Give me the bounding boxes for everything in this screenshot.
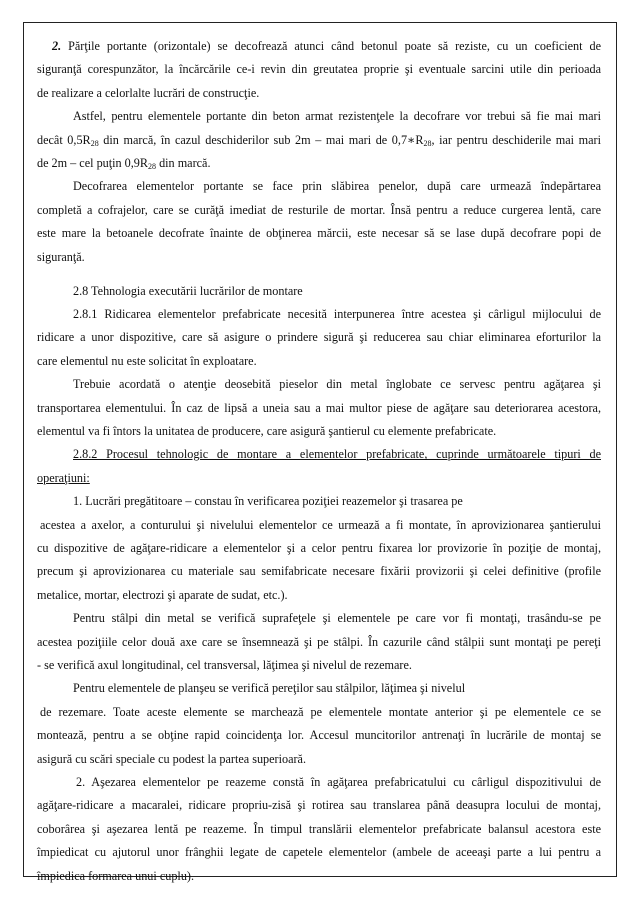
text-line: de realizare a celorlalte lucrări de construcţie. — [37, 85, 260, 100]
text-line: 2. Aşezarea elementelor pe reazeme constă în agăţarea prefabricatului cu cârligul dispozitivului de — [76, 775, 601, 789]
text-line: de 2m – cel puţin $0,9R_{28}$ din marcă. — [37, 156, 211, 171]
text-line: elementul va fi întors la unitatea de producere, care asigură şantierul cu elemente prefabricate. — [37, 424, 497, 438]
text-line: siguranţă corespunzător, la încărcările ce-i revin din greutatea proprie şi eventuale sarcini utile din perioada — [37, 62, 601, 77]
text-line: Pentru elementele de planşeu se verifică pereţilor sau stâlpilor, lăţimea şi nivelul — [73, 681, 466, 696]
text-line: împiedicat cu ajutorul unor frânghii legate de capetele elementelor (ambele de aceeaşi parte a lui pentru a — [37, 845, 601, 860]
text-line: asigură cu scări speciale cu podest la partea superioară. — [37, 751, 307, 766]
text-line: operaţiuni: — [37, 470, 90, 485]
section-heading: 2.8 Tehnologia executării lucrărilor de montare — [73, 283, 303, 298]
text-line: acestea poziţiile celor două axe care se însemnează şi pe stâlpi. În cazurile când stâlpii sunt montaţi pe pereţi — [37, 634, 601, 649]
text-line: acestea a axelor, a conturului şi nivelului elementelor ce urmează a fi montate, în aprovizionarea şantierului — [40, 517, 601, 532]
text-line: siguranţă. — [37, 249, 85, 264]
text-line: agăţare-ridicare a macaralei, ridicare propriu-zisă şi rotirea sau translarea până deasupra locului de montaj, — [37, 798, 601, 813]
text-line: transportarea elementului. În caz de lipsă a uneia sau a mai multor piese de agăţare sau deteriorarea acestora, — [37, 400, 601, 415]
text-line: - se verifică axul longitudinal, cel transversal, lăţimea şi nivelul de rezemare. — [37, 658, 412, 672]
text-line: Decofrarea elementelor portante se face prin slăbirea penelor, după care urmează îndepărtarea — [73, 179, 601, 194]
text-line: 2. Părţile portante (orizontale) se decofrează atunci când betonul poate să reziste, cu un coeficient de — [52, 39, 601, 53]
text-line: ridicare a unor dispozitive, care să asigure o prindere sigură şi reducerea sau chiar eliminarea eforturilor la — [37, 330, 601, 345]
text-line: precum şi aprovizionarea cu materiale sau semifabricate necesare fixării provizorii şi celei definitive (profile — [37, 564, 601, 579]
text-line: cu dispozitive de agăţare-ridicare a elementelor şi a celor pentru fixarea lor provizorie în poziţie de montaj, — [37, 541, 601, 555]
text-line: Trebuie acordată o atenţie deosebită pieselor din metal înglobate ce servesc pentru agăţarea şi — [73, 377, 601, 392]
text-line: este mare la betoanele decofrate înainte de obţinerea mărcii, este necesar să se lase după decofrare popi de — [37, 226, 601, 241]
underlined-text: 2.8.2 Procesul tehnologic de montare a elementelor prefabricate, cuprinde următoarele tipuri de — [73, 447, 601, 462]
text-line: împiedica formarea unui cuplu). — [37, 868, 195, 883]
text-line: coborârea şi aşezarea lentă pe reazeme. În timpul translării elementelor prefabricate balansul acestora este — [37, 821, 601, 836]
text-line: montează, pentru a se obţine rapid coincidenţa lor. Accesul muncitorilor antrenaţi în lucrările de montaj se — [37, 728, 601, 743]
text-line: 1. Lucrări pregătitoare – constau în verificarea poziţiei reazemelor şi trasarea pe — [73, 494, 463, 509]
text-line: Astfel, pentru elementele portante din beton armat rezistenţele la decofrare vor trebui să fie mai mari — [73, 109, 601, 124]
text-line: metalice, mortar, electrozi şi aparate de sudat, etc.). — [37, 587, 288, 602]
text-line: Pentru stâlpi din metal se verifică suprafeţele şi elementele pe care vor fi montaţi, trasându-se pe — [73, 611, 601, 626]
text-line: completă a cofrajelor, care se curăţă imediat de resturile de mortar. Însă pentru a reduce curgerea lentă, care — [37, 202, 601, 217]
text-line: care elementul nu este solicitat în exploatare. — [37, 353, 257, 368]
text-line: decât $0,5R_{28}$ din marcă, în cazul deschiderilor sub 2m – mai mari de $0,7∗R_{28}$, iar pentru deschiderile mai mari — [37, 132, 602, 148]
text-line — [73, 446, 601, 462]
text-line: 2.8.1 Ridicarea elementelor prefabricate necesită interpunerea între acestea şi cârligul mijlocului de — [73, 307, 601, 321]
text-line: de rezemare. Toate aceste elemente se marchează pe elementele montate anterior şi pe elementele ce se — [40, 704, 601, 719]
